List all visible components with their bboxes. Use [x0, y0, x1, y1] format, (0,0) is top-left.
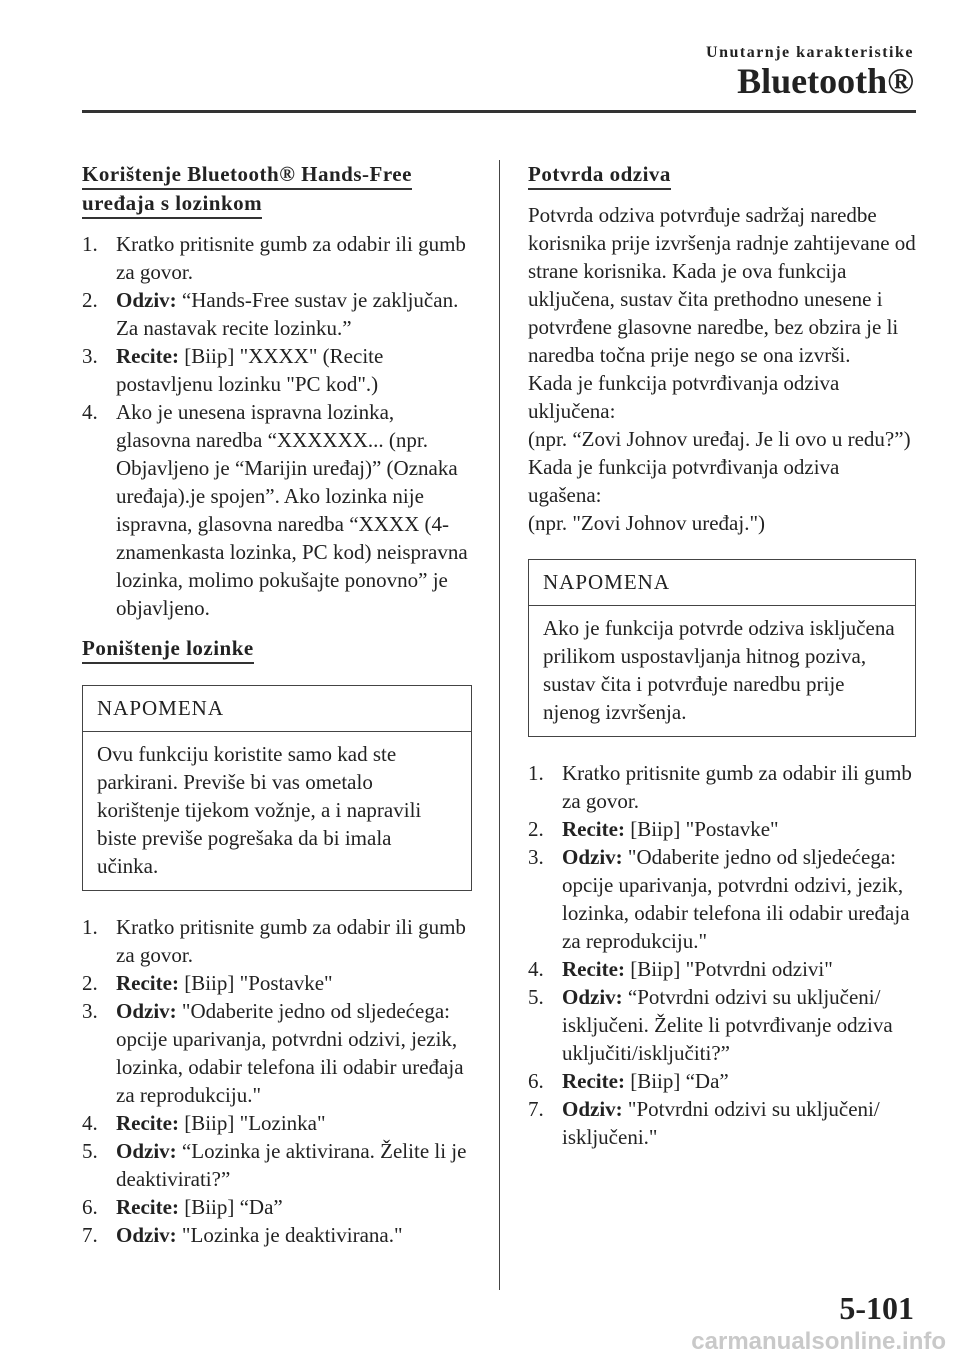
- step-label: Odziv:: [562, 1097, 623, 1121]
- step-number: 7.: [82, 1223, 98, 1247]
- confirmation-on-label: Kada je funkcija potvrđivanja odziva uključena:: [528, 371, 840, 423]
- heading-hands-free-line2: uređaja s lozinkom: [82, 191, 262, 219]
- step-item: [82, 1193, 472, 1221]
- step-item: [82, 969, 472, 997]
- step-text: [116, 913, 472, 969]
- heading-cancel-passcode-text: Poništenje lozinke: [82, 636, 254, 664]
- step-text: [116, 230, 472, 286]
- heading-confirmation: [528, 160, 916, 189]
- step-item: [528, 983, 916, 1067]
- step-number: 4.: [528, 957, 544, 981]
- step-label: Recite:: [562, 957, 625, 981]
- column-divider: [499, 160, 500, 1290]
- steps-list-cancel: [82, 913, 472, 1249]
- right-column: [528, 160, 916, 1151]
- step-text: [562, 1095, 916, 1151]
- step-number: 2.: [82, 288, 98, 312]
- steps-list-confirmation: [528, 759, 916, 1151]
- step-number: 5.: [82, 1139, 98, 1163]
- step-text: [116, 997, 472, 1109]
- step-body: “Lozinka je aktivirana. Želite li je deaktivirati?”: [116, 1139, 467, 1191]
- step-number: 2.: [528, 817, 544, 841]
- step-number: 1.: [82, 232, 98, 256]
- step-text: [116, 398, 472, 622]
- step-item: [528, 815, 916, 843]
- step-label: Recite:: [562, 817, 625, 841]
- step-body: Ako je unesena ispravna lozinka, glasovna naredba “XXXXXX... (npr. Objavljeno je “Marijin uređaj)” (Oznaka uređaja).je spojen”. Ako lozinka nije ispravna, glasovna naredba “XXXX (4-znamenkasta lozinka, PC kod) neispravna lozinka, molimo pokušajte ponovno” je objavljeno.: [116, 400, 468, 620]
- step-number: 2.: [82, 971, 98, 995]
- step-text: [116, 1193, 472, 1221]
- step-body: Kratko pritisnite gumb za odabir ili gumb za govor.: [116, 232, 466, 284]
- step-item: [82, 230, 472, 286]
- step-item: [528, 1095, 916, 1151]
- step-number: 5.: [528, 985, 544, 1009]
- step-text: [562, 983, 916, 1067]
- step-body: [Biip] "Postavke": [184, 971, 333, 995]
- steps-list-passcode: [82, 230, 472, 622]
- watermark: carmanualsonline.info: [691, 1328, 946, 1355]
- step-label: Odziv:: [116, 1223, 177, 1247]
- step-text: [116, 1221, 472, 1249]
- step-number: 6.: [82, 1195, 98, 1219]
- step-body: Kratko pritisnite gumb za odabir ili gumb za govor.: [562, 761, 912, 813]
- confirmation-on-example: (npr. “Zovi Johnov uređaj. Je li ovo u redu?”): [528, 427, 911, 451]
- step-label: Odziv:: [116, 288, 177, 312]
- step-text: [562, 815, 916, 843]
- confirmation-paragraph: Potvrda odziva potvrđuje sadržaj naredbe korisnika prije izvršenja radnje zahtijevane od strane korisnika. Kada je ova funkcija uključena, sustav čita prethodno unesene i potvrđene glasovne naredbe, bez obzira je li naredba točna prije nego se ona izvrši.: [528, 203, 916, 367]
- step-body: [Biip] “Da”: [184, 1195, 283, 1219]
- step-item: [82, 997, 472, 1109]
- step-body: [Biip] “Da”: [630, 1069, 729, 1093]
- step-item: [82, 1221, 472, 1249]
- step-label: Recite:: [116, 1111, 179, 1135]
- step-label: Recite:: [116, 971, 179, 995]
- step-item: [82, 398, 472, 622]
- step-label: Recite:: [116, 344, 179, 368]
- step-body: "Odaberite jedno od sljedećega: opcije uparivanja, potvrdni odzivi, jezik, lozinka, odabir telefona ili odabir uređaja za reprodukciju.": [116, 999, 464, 1107]
- step-text: [116, 969, 472, 997]
- step-text: [562, 1067, 916, 1095]
- step-item: [528, 955, 916, 983]
- step-item: [82, 1109, 472, 1137]
- step-text: [116, 342, 472, 398]
- heading-cancel-passcode: [82, 634, 472, 663]
- step-body: "Lozinka je deaktivirana.": [181, 1223, 403, 1247]
- step-item: [82, 286, 472, 342]
- step-body: [Biip] "XXXX" (Recite postavljenu lozinku "PC kod".): [116, 344, 384, 396]
- note-box-right: [528, 559, 916, 737]
- note-title-right: NAPOMENA: [529, 560, 915, 606]
- step-number: 1.: [82, 915, 98, 939]
- confirmation-off-label: Kada je funkcija potvrđivanja odziva ugašena:: [528, 455, 840, 507]
- step-item: [528, 759, 916, 815]
- step-body: "Potvrdni odzivi su uključeni/ isključeni.": [562, 1097, 880, 1149]
- step-label: Odziv:: [116, 999, 177, 1023]
- step-body: “Potvrdni odzivi su uključeni/ isključeni. Želite li potvrđivanje odziva uključiti/isključiti?”: [562, 985, 893, 1065]
- note-body-left: Ovu funkciju koristite samo kad ste parkirani. Previše bi vas ometalo korištenje tijekom vožnje, a i napravili biste previše pogrešaka da bi imala učinka.: [97, 742, 422, 878]
- step-item: [528, 843, 916, 955]
- step-label: Recite:: [562, 1069, 625, 1093]
- step-body: "Odaberite jedno od sljedećega: opcije uparivanja, potvrdni odzivi, jezik, lozinka, odabir telefona ili odabir uređaja za reprodukciju.": [562, 845, 910, 953]
- step-item: [82, 913, 472, 969]
- step-number: 6.: [528, 1069, 544, 1093]
- note-box-left: [82, 685, 472, 891]
- step-number: 7.: [528, 1097, 544, 1121]
- step-label: Recite:: [116, 1195, 179, 1219]
- page-number: 5-101: [839, 1290, 914, 1326]
- step-text: [116, 286, 472, 342]
- step-label: Odziv:: [116, 1139, 177, 1163]
- note-title-left: NAPOMENA: [83, 686, 471, 732]
- step-item: [528, 1067, 916, 1095]
- step-label: Odziv:: [562, 845, 623, 869]
- step-body: “Hands-Free sustav je zaključan. Za nastavak recite lozinku.”: [116, 288, 459, 340]
- heading-confirmation-text: Potvrda odziva: [528, 162, 671, 190]
- step-label: Odziv:: [562, 985, 623, 1009]
- step-number: 1.: [528, 761, 544, 785]
- step-item: [82, 342, 472, 398]
- step-number: 3.: [82, 999, 98, 1023]
- step-number: 3.: [82, 344, 98, 368]
- step-number: 3.: [528, 845, 544, 869]
- header-rule: [82, 110, 916, 113]
- step-body: [Biip] "Potvrdni odzivi": [630, 957, 833, 981]
- heading-hands-free: [82, 160, 472, 218]
- note-body-right: Ako je funkcija potvrde odziva isključena prilikom uspostavljanja hitnog poziva, sustav čita i potvrđuje naredbu prije njenog izvršenja.: [543, 616, 895, 724]
- header-title: Bluetooth®: [737, 61, 914, 101]
- header-section-label: Unutarnje karakteristike: [706, 44, 914, 61]
- left-column: [82, 160, 472, 1249]
- step-item: [82, 1137, 472, 1193]
- step-body: Kratko pritisnite gumb za odabir ili gumb za govor.: [116, 915, 466, 967]
- step-text: [116, 1137, 472, 1193]
- step-text: [562, 843, 916, 955]
- step-number: 4.: [82, 1111, 98, 1135]
- confirmation-off-example: (npr. "Zovi Johnov uređaj."): [528, 511, 766, 535]
- heading-hands-free-line1: Korištenje Bluetooth® Hands-Free: [82, 162, 412, 190]
- step-text: [562, 759, 916, 815]
- step-body: [Biip] "Postavke": [630, 817, 779, 841]
- step-text: [116, 1109, 472, 1137]
- step-body: [Biip] "Lozinka": [184, 1111, 326, 1135]
- step-text: [562, 955, 916, 983]
- step-number: 4.: [82, 400, 98, 424]
